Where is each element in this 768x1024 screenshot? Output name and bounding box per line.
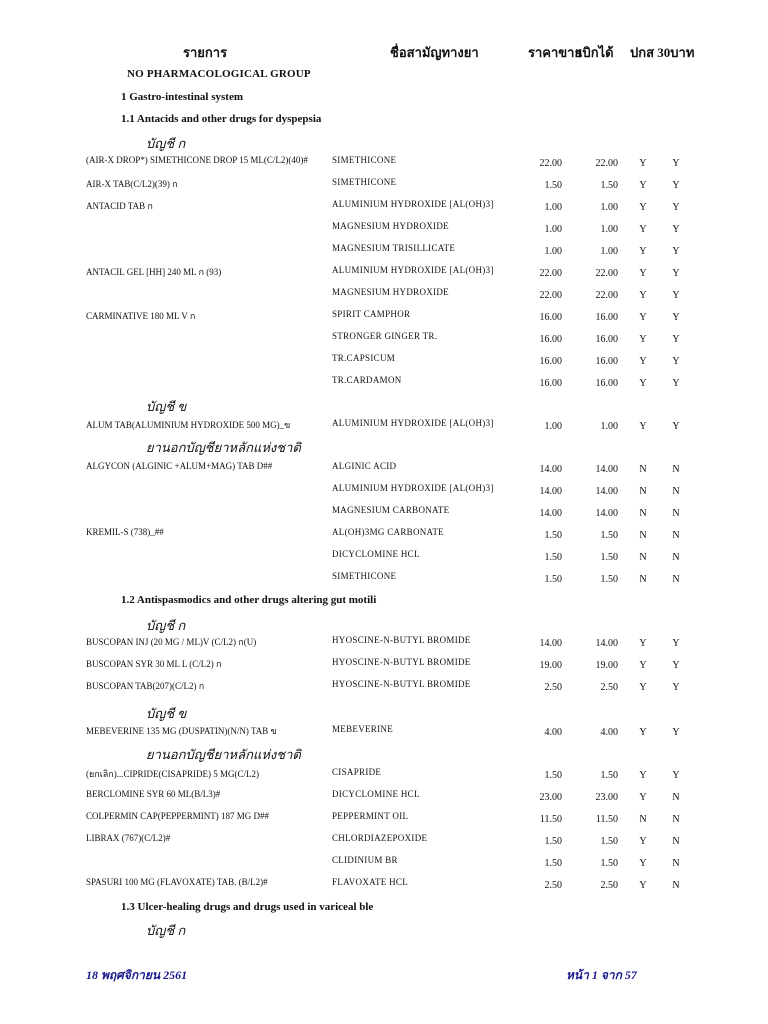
drug-name: (AIR-X DROP*) SIMETHICONE DROP 15 ML(C/L2)(40)# xyxy=(86,155,308,165)
sale-price: 1.00 xyxy=(544,246,562,257)
reimbursable-price: 2.50 xyxy=(600,682,618,693)
reimbursable-price: 1.50 xyxy=(600,836,618,847)
section-1: 1 Gastro-intestinal system xyxy=(121,91,244,103)
reimbursable-price: 1.50 xyxy=(600,180,618,191)
flag-social-security: Y xyxy=(639,334,647,345)
table-row xyxy=(0,375,768,391)
reimbursable-price: 1.00 xyxy=(600,246,618,257)
sale-price: 14.00 xyxy=(539,638,562,649)
flag-30-baht: N xyxy=(672,530,680,541)
table-row xyxy=(0,461,768,477)
generic-name: HYOSCINE-N-BUTYL BROMIDE xyxy=(332,635,471,645)
table-row xyxy=(0,635,768,651)
drug-name: ANTACIL GEL [HH] 240 ML ก (93) xyxy=(86,267,222,277)
flag-social-security: Y xyxy=(639,638,647,649)
table-row xyxy=(0,265,768,281)
sale-price: 11.50 xyxy=(539,814,562,825)
flag-social-security: Y xyxy=(639,246,647,257)
table-row xyxy=(0,833,768,849)
flag-30-baht: Y xyxy=(672,268,680,279)
drug-name: KREMIL-S (738)_## xyxy=(86,527,164,537)
flag-social-security: N xyxy=(639,486,647,497)
table-row xyxy=(0,155,768,171)
generic-name: DICYCLOMINE HCL xyxy=(332,549,420,559)
reimbursable-price: 22.00 xyxy=(595,268,618,279)
flag-30-baht: Y xyxy=(672,356,680,367)
flag-social-security: Y xyxy=(639,858,647,869)
flag-30-baht: Y xyxy=(672,158,680,169)
flag-social-security: Y xyxy=(639,312,647,323)
flag-30-baht: Y xyxy=(672,421,680,432)
sale-price: 1.50 xyxy=(544,574,562,585)
table-row xyxy=(0,331,768,347)
drug-name: ALUM TAB(ALUMINIUM HYDROXIDE 500 MG)_ข xyxy=(86,420,291,430)
table-row xyxy=(0,571,768,587)
flag-social-security: Y xyxy=(639,792,647,803)
generic-name: PEPPERMINT OIL xyxy=(332,811,409,821)
sale-price: 19.00 xyxy=(539,660,562,671)
flag-social-security: Y xyxy=(639,268,647,279)
generic-name: ALUMINIUM HYDROXIDE [AL(OH)3] xyxy=(332,418,494,428)
section-1-1: 1.1 Antacids and other drugs for dyspepsia xyxy=(121,113,322,125)
category-label: บัญชี ข xyxy=(146,706,187,721)
reimbursable-price: 1.50 xyxy=(600,530,618,541)
flag-social-security: Y xyxy=(639,158,647,169)
reimbursable-price: 14.00 xyxy=(595,638,618,649)
flag-social-security: Y xyxy=(639,836,647,847)
generic-name: FLAVOXATE HCL xyxy=(332,877,408,887)
reimbursable-price: 14.00 xyxy=(595,486,618,497)
flag-social-security: Y xyxy=(639,727,647,738)
flag-social-security: Y xyxy=(639,356,647,367)
generic-name: SIMETHICONE xyxy=(332,571,397,581)
flag-social-security: Y xyxy=(639,202,647,213)
section-1-2: 1.2 Antispasmodics and other drugs altering gut motili xyxy=(121,594,377,606)
generic-name: STRONGER GINGER TR. xyxy=(332,331,438,341)
table-row xyxy=(0,505,768,521)
flag-social-security: Y xyxy=(639,421,647,432)
section-1-3: 1.3 Ulcer-healing drugs and drugs used in variceal ble xyxy=(121,901,374,913)
sale-price: 14.00 xyxy=(539,508,562,519)
table-row xyxy=(0,243,768,259)
drug-name: BERCLOMINE SYR 60 ML(B/L3)# xyxy=(86,789,221,799)
table-row xyxy=(0,353,768,369)
sale-price: 22.00 xyxy=(539,290,562,301)
generic-name: HYOSCINE-N-BUTYL BROMIDE xyxy=(332,657,471,667)
reimbursable-price: 14.00 xyxy=(595,508,618,519)
reimbursable-price: 16.00 xyxy=(595,312,618,323)
flag-30-baht: Y xyxy=(672,682,680,693)
table-row xyxy=(0,855,768,871)
generic-name: HYOSCINE-N-BUTYL BROMIDE xyxy=(332,679,471,689)
category-label: ยานอกบัญชียาหลักแห่งชาติ xyxy=(146,440,301,455)
flag-30-baht: N xyxy=(672,574,680,585)
flag-social-security: Y xyxy=(639,770,647,781)
generic-name: SIMETHICONE xyxy=(332,155,397,165)
sale-price: 16.00 xyxy=(539,334,562,345)
sale-price: 14.00 xyxy=(539,464,562,475)
flag-social-security: N xyxy=(639,574,647,585)
generic-name: MEBEVERINE xyxy=(332,724,393,734)
flag-30-baht: Y xyxy=(672,202,680,213)
generic-name: CHLORDIAZEPOXIDE xyxy=(332,833,428,843)
sale-price: 14.00 xyxy=(539,486,562,497)
flag-social-security: Y xyxy=(639,378,647,389)
footer-date: 18 พฤศจิกายน 2561 xyxy=(86,968,188,982)
generic-name: AL(OH)3MG CARBONATE xyxy=(332,527,444,537)
flag-30-baht: Y xyxy=(672,334,680,345)
generic-name: SIMETHICONE xyxy=(332,177,397,187)
sale-price: 16.00 xyxy=(539,378,562,389)
sale-price: 1.50 xyxy=(544,180,562,191)
drug-name: COLPERMIN CAP(PEPPERMINT) 187 MG D## xyxy=(86,811,270,821)
flag-social-security: N xyxy=(639,814,647,825)
reimbursable-price: 1.50 xyxy=(600,552,618,563)
sale-price: 16.00 xyxy=(539,356,562,367)
flag-30-baht: Y xyxy=(672,378,680,389)
sale-price: 1.00 xyxy=(544,421,562,432)
sale-price: 2.50 xyxy=(544,682,562,693)
reimbursable-price: 4.00 xyxy=(600,727,618,738)
reimbursable-price: 1.00 xyxy=(600,202,618,213)
flag-30-baht: N xyxy=(672,858,680,869)
drug-name: MEBEVERINE 135 MG (DUSPATIN)(N/N) TAB ข xyxy=(86,726,277,736)
table-row xyxy=(0,199,768,215)
reimbursable-price: 1.50 xyxy=(600,858,618,869)
footer-page-number: หน้า 1 จาก 57 xyxy=(566,968,637,982)
table-row xyxy=(0,418,768,434)
sale-price: 22.00 xyxy=(539,268,562,279)
generic-name: DICYCLOMINE HCL xyxy=(332,789,420,799)
table-row xyxy=(0,877,768,893)
reimbursable-price: 19.00 xyxy=(595,660,618,671)
header-reimbursable: เบิกได้ xyxy=(578,45,614,60)
flag-30-baht: Y xyxy=(672,638,680,649)
reimbursable-price: 2.50 xyxy=(600,880,618,891)
sale-price: 4.00 xyxy=(544,727,562,738)
sale-price: 1.50 xyxy=(544,836,562,847)
flag-social-security: Y xyxy=(639,682,647,693)
drug-name: ALGYCON (ALGINIC +ALUM+MAG) TAB D## xyxy=(86,461,273,471)
flag-30-baht: Y xyxy=(672,224,680,235)
flag-social-security: N xyxy=(639,552,647,563)
flag-30-baht: N xyxy=(672,552,680,563)
header-generic-name: ชื่อสามัญทางยา xyxy=(390,45,479,60)
flag-social-security: Y xyxy=(639,180,647,191)
sale-price: 1.50 xyxy=(544,770,562,781)
sale-price: 16.00 xyxy=(539,312,562,323)
header-item: รายการ xyxy=(183,45,228,60)
category-label: บัญชี ก xyxy=(146,136,186,151)
drug-name: SPASURI 100 MG (FLAVOXATE) TAB. (B/L2)# xyxy=(86,877,268,887)
category-label: บัญชี ก xyxy=(146,923,186,938)
flag-social-security: N xyxy=(639,530,647,541)
table-row xyxy=(0,789,768,805)
generic-name: ALGINIC ACID xyxy=(332,461,397,471)
drug-name: AIR-X TAB(C/L2)(39) ก xyxy=(86,179,178,189)
generic-name: TR.CAPSICUM xyxy=(332,353,396,363)
drug-name: ANTACID TAB ก xyxy=(86,201,153,211)
sale-price: 22.00 xyxy=(539,158,562,169)
drug-name: BUSCOPAN TAB(207)(C/L2) ก xyxy=(86,681,205,691)
generic-name: MAGNESIUM TRISILLICATE xyxy=(332,243,456,253)
flag-30-baht: N xyxy=(672,508,680,519)
sale-price: 1.50 xyxy=(544,552,562,563)
group-title: NO PHARMACOLOGICAL GROUP xyxy=(127,68,311,80)
reimbursable-price: 16.00 xyxy=(595,334,618,345)
sale-price: 23.00 xyxy=(539,792,562,803)
table-row xyxy=(0,527,768,543)
table-row xyxy=(0,811,768,827)
reimbursable-price: 16.00 xyxy=(595,356,618,367)
category-label: ยานอกบัญชียาหลักแห่งชาติ xyxy=(146,747,301,762)
sale-price: 1.50 xyxy=(544,858,562,869)
sale-price: 2.50 xyxy=(544,880,562,891)
flag-30-baht: N xyxy=(672,792,680,803)
generic-name: CISAPRIDE xyxy=(332,767,382,777)
generic-name: ALUMINIUM HYDROXIDE [AL(OH)3] xyxy=(332,199,494,209)
drug-name: (ยกเลิก)...CIPRIDE(CISAPRIDE) 5 MG(C/L2) xyxy=(86,769,260,779)
category-label: บัญชี ก xyxy=(146,618,186,633)
flag-30-baht: N xyxy=(672,464,680,475)
reimbursable-price: 1.50 xyxy=(600,574,618,585)
table-row xyxy=(0,309,768,325)
header-social-security: ปกส 30บาท xyxy=(630,45,695,60)
drug-name: CARMINATIVE 180 ML V ก xyxy=(86,311,196,321)
reimbursable-price: 22.00 xyxy=(595,158,618,169)
reimbursable-price: 1.50 xyxy=(600,770,618,781)
drug-name: LIBRAX (767)(C/L2)# xyxy=(86,833,171,843)
flag-social-security: Y xyxy=(639,224,647,235)
table-row xyxy=(0,221,768,237)
drug-name: BUSCOPAN INJ (20 MG / ML)V (C/L2) ก(U) xyxy=(86,637,257,647)
flag-social-security: Y xyxy=(639,660,647,671)
flag-30-baht: N xyxy=(672,836,680,847)
flag-30-baht: Y xyxy=(672,290,680,301)
reimbursable-price: 1.00 xyxy=(600,224,618,235)
sale-price: 1.00 xyxy=(544,202,562,213)
drug-name: BUSCOPAN SYR 30 ML L (C/L2) ก xyxy=(86,659,222,669)
table-row xyxy=(0,177,768,193)
reimbursable-price: 23.00 xyxy=(595,792,618,803)
sale-price: 1.50 xyxy=(544,530,562,541)
flag-30-baht: Y xyxy=(672,246,680,257)
flag-social-security: Y xyxy=(639,880,647,891)
reimbursable-price: 16.00 xyxy=(595,378,618,389)
flag-30-baht: Y xyxy=(672,660,680,671)
header-price: ราคาขาย xyxy=(528,45,583,60)
generic-name: MAGNESIUM HYDROXIDE xyxy=(332,221,449,231)
flag-social-security: Y xyxy=(639,290,647,301)
reimbursable-price: 11.50 xyxy=(595,814,618,825)
table-row xyxy=(0,679,768,695)
generic-name: CLIDINIUM BR xyxy=(332,855,398,865)
flag-30-baht: N xyxy=(672,486,680,497)
table-row xyxy=(0,287,768,303)
flag-30-baht: N xyxy=(672,814,680,825)
table-row xyxy=(0,549,768,565)
flag-30-baht: Y xyxy=(672,770,680,781)
generic-name: ALUMINIUM HYDROXIDE [AL(OH)3] xyxy=(332,483,494,493)
sale-price: 1.00 xyxy=(544,224,562,235)
generic-name: TR.CARDAMON xyxy=(332,375,402,385)
flag-30-baht: N xyxy=(672,880,680,891)
generic-name: ALUMINIUM HYDROXIDE [AL(OH)3] xyxy=(332,265,494,275)
reimbursable-price: 22.00 xyxy=(595,290,618,301)
generic-name: MAGNESIUM HYDROXIDE xyxy=(332,287,449,297)
reimbursable-price: 14.00 xyxy=(595,464,618,475)
generic-name: MAGNESIUM CARBONATE xyxy=(332,505,450,515)
category-label: บัญชี ข xyxy=(146,399,187,414)
flag-social-security: N xyxy=(639,508,647,519)
table-row xyxy=(0,724,768,740)
flag-30-baht: Y xyxy=(672,312,680,323)
table-row xyxy=(0,767,768,783)
flag-30-baht: Y xyxy=(672,727,680,738)
table-row xyxy=(0,657,768,673)
table-row xyxy=(0,483,768,499)
reimbursable-price: 1.00 xyxy=(600,421,618,432)
generic-name: SPIRIT CAMPHOR xyxy=(332,309,411,319)
flag-30-baht: Y xyxy=(672,180,680,191)
flag-social-security: N xyxy=(639,464,647,475)
